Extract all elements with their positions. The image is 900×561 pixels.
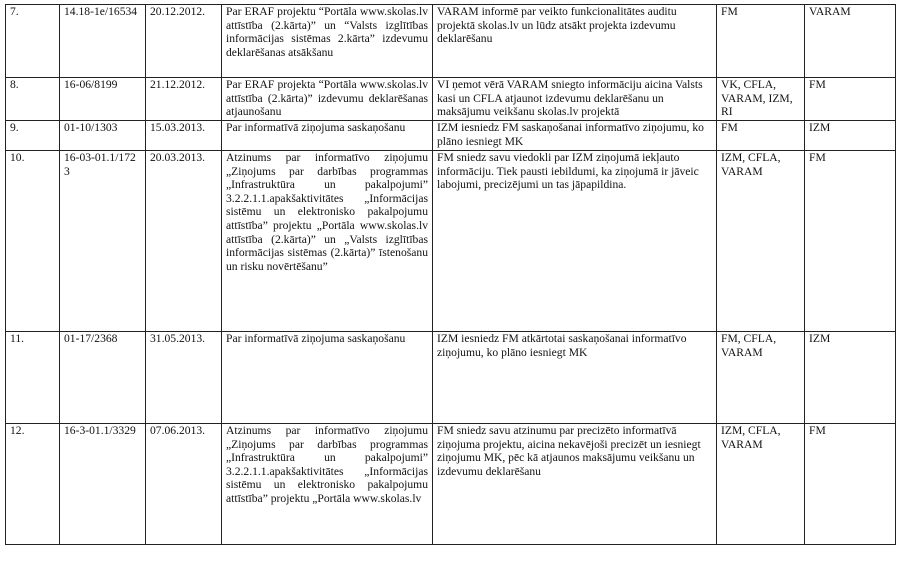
document-recipient: FM, CFLA, VARAM — [717, 332, 805, 424]
document-content: IZM iesniedz FM atkārtotai saskaņošanai informatīvo ziņojumu, ko plāno iesniegt MK — [433, 332, 717, 424]
document-subject: Atzinums par informatīvo ziņojumu „Ziņojums par darbības programmas „Infrastruktūra un pakalpojumi” 3.2.2.1.1.apakšaktivitātes „Informācijas sistēmu un elektronisko pakalpojumu attīstība” projektu „Portāla www.skolas.lv attīstība (2.kārta)” un „Valsts izglītības informācijas sistēmas (2.kārta)” īstenošanu un risku novērtēšanu” — [222, 151, 433, 332]
document-subject: Par ERAF projekta “Portāla www.skolas.lv attīstība (2.kārta)” izdevumu deklarēšanas atjaunošanu — [222, 78, 433, 121]
document-date: 20.12.2012. — [146, 5, 222, 78]
document-reference: 14.18-1e/16534 — [60, 5, 146, 78]
document-sender: FM — [805, 78, 896, 121]
document-date: 15.03.2013. — [146, 121, 222, 151]
row-number: 10. — [6, 151, 60, 332]
table-row — [6, 121, 896, 151]
table-row — [6, 5, 896, 78]
document-date: 31.05.2013. — [146, 332, 222, 424]
document-content: IZM iesniedz FM saskaņošanai informatīvo ziņojumu, ko plāno iesniegt MK — [433, 121, 717, 151]
document-recipient: IZM, CFLA, VARAM — [717, 151, 805, 332]
document-subject: Par informatīvā ziņojuma saskaņošanu — [222, 332, 433, 424]
row-number: 11. — [6, 332, 60, 424]
document-date: 20.03.2013. — [146, 151, 222, 332]
row-number: 7. — [6, 5, 60, 78]
document-subject: Par ERAF projektu “Portāla www.skolas.lv attīstība (2.kārta)” un “Valsts izglītības informācijas sistēmas 2.kārta” izdevumu deklarēšanas atsākšanu — [222, 5, 433, 78]
document-content: FM sniedz savu atzinumu par precizēto informatīvā ziņojuma projektu, aicina nekavējoši precizēt un iesniegt ziņojumu MK, pēc kā atjaunos maksājumu veikšanu un izdevumu deklarēšanu — [433, 424, 717, 545]
table-row — [6, 332, 896, 424]
document-sender: VARAM — [805, 5, 896, 78]
document-content: VI ņemot vērā VARAM sniegto informāciju aicina Valsts kasi un CFLA atjaunot izdevumu deklarēšanu un maksājumu veikšanu skolas.lv projektā — [433, 78, 717, 121]
document-reference: 16-06/8199 — [60, 78, 146, 121]
document-content: VARAM informē par veikto funkcionalitātes auditu projektā skolas.lv un lūdz atsākt projekta izdevumu deklarēšanu — [433, 5, 717, 78]
document-recipient: FM — [717, 121, 805, 151]
document-sender: FM — [805, 151, 896, 332]
table-row — [6, 78, 896, 121]
document-sender: IZM — [805, 121, 896, 151]
document-recipient: FM — [717, 5, 805, 78]
document-reference: 16-03-01.1/1723 — [60, 151, 146, 332]
document-sender: IZM — [805, 332, 896, 424]
row-number: 9. — [6, 121, 60, 151]
document-subject: Par informatīvā ziņojuma saskaņošanu — [222, 121, 433, 151]
document-subject: Atzinums par informatīvo ziņojumu „Ziņojums par darbības programmas „Infrastruktūra un pakalpojumi” 3.2.2.1.1.apakšaktivitātes „Informācijas sistēmu un elektronisko pakalpojumu attīstība” projektu „Portāla www.skolas.lv — [222, 424, 433, 545]
document-reference: 16-3-01.1/3329 — [60, 424, 146, 545]
table-row — [6, 151, 896, 332]
document-content: FM sniedz savu viedokli par IZM ziņojumā iekļauto informāciju. Tiek pausti iebildumi, ka ziņojumā ir jāveic labojumi, precizējumi un tas jāpapildina. — [433, 151, 717, 332]
document-sender: FM — [805, 424, 896, 545]
row-number: 8. — [6, 78, 60, 121]
correspondence-table — [5, 4, 896, 545]
document-date: 21.12.2012. — [146, 78, 222, 121]
document-date: 07.06.2013. — [146, 424, 222, 545]
document-recipient: VK, CFLA, VARAM, IZM, RI — [717, 78, 805, 121]
document-reference: 01-17/2368 — [60, 332, 146, 424]
document-reference: 01-10/1303 — [60, 121, 146, 151]
row-number: 12. — [6, 424, 60, 545]
table-row — [6, 424, 896, 545]
document-recipient: IZM, CFLA, VARAM — [717, 424, 805, 545]
